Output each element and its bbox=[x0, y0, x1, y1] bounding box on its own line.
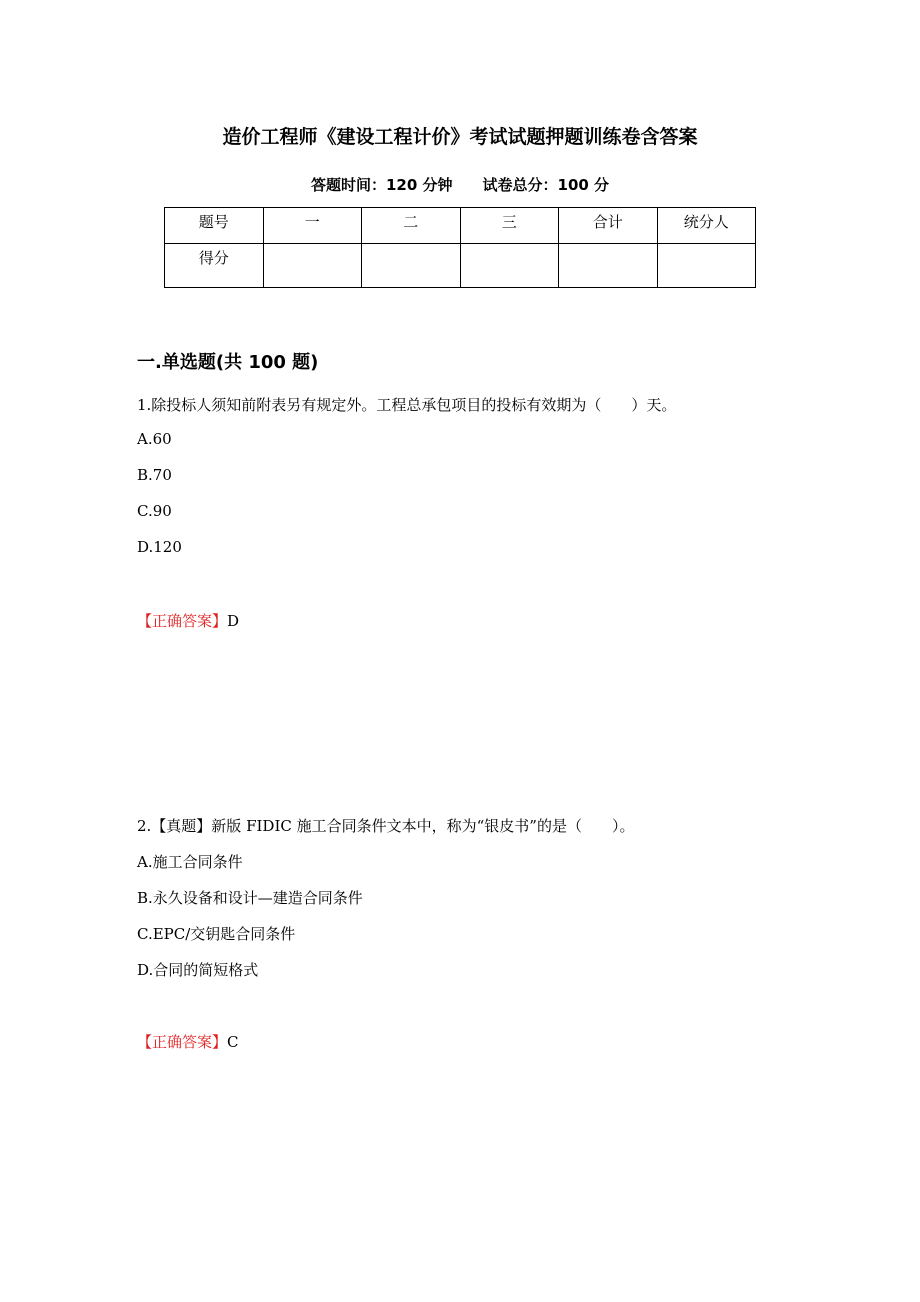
answer-line bbox=[137, 1031, 239, 1052]
question-option: A.60 bbox=[137, 430, 172, 448]
question-option: C.90 bbox=[137, 502, 172, 520]
question-option: B.70 bbox=[137, 466, 172, 484]
score-header-cell: 合计 bbox=[559, 208, 658, 244]
score-table-score-row bbox=[165, 244, 756, 288]
score-header-cell: 统分人 bbox=[657, 208, 756, 244]
score-row-label: 得分 bbox=[165, 244, 264, 288]
document-title: 造价工程师《建设工程计价》考试试题押题训练卷含答案 bbox=[222, 126, 698, 148]
score-header-cell: 一 bbox=[263, 208, 362, 244]
score-cell bbox=[263, 244, 362, 288]
question-option: A.施工合同条件 bbox=[137, 853, 243, 871]
question-option: D.合同的简短格式 bbox=[137, 961, 259, 979]
score-table-header-row bbox=[165, 208, 756, 244]
question-option: B.永久设备和设计—建造合同条件 bbox=[137, 889, 363, 907]
exam-meta bbox=[0, 174, 920, 195]
answer-label: 【正确答案】 bbox=[137, 612, 228, 630]
answer-value: C bbox=[227, 1033, 239, 1051]
answer-label: 【正确答案】 bbox=[137, 1033, 228, 1051]
question-stem: 2.【真题】新版 FIDIC 施工合同条件文本中，称为“银皮书”的是（ ）。 bbox=[137, 817, 635, 835]
score-cell bbox=[460, 244, 559, 288]
exam-total-score: 试卷总分：100 分 bbox=[482, 176, 610, 194]
question-option: C.EPC/交钥匙合同条件 bbox=[137, 925, 296, 943]
question-option: D.120 bbox=[137, 538, 182, 556]
score-cell bbox=[559, 244, 658, 288]
score-header-cell: 题号 bbox=[165, 208, 264, 244]
score-table bbox=[164, 207, 756, 288]
section-title: 一.单选题(共 100 题) bbox=[137, 352, 319, 373]
answer-value: D bbox=[227, 612, 240, 630]
score-cell bbox=[362, 244, 461, 288]
exam-time: 答题时间：120 分钟 bbox=[310, 176, 453, 194]
score-header-cell: 二 bbox=[362, 208, 461, 244]
answer-line bbox=[137, 610, 239, 631]
score-cell bbox=[657, 244, 756, 288]
question-stem: 1.除投标人须知前附表另有规定外。工程总承包项目的投标有效期为（ ）天。 bbox=[137, 396, 677, 414]
score-header-cell: 三 bbox=[460, 208, 559, 244]
